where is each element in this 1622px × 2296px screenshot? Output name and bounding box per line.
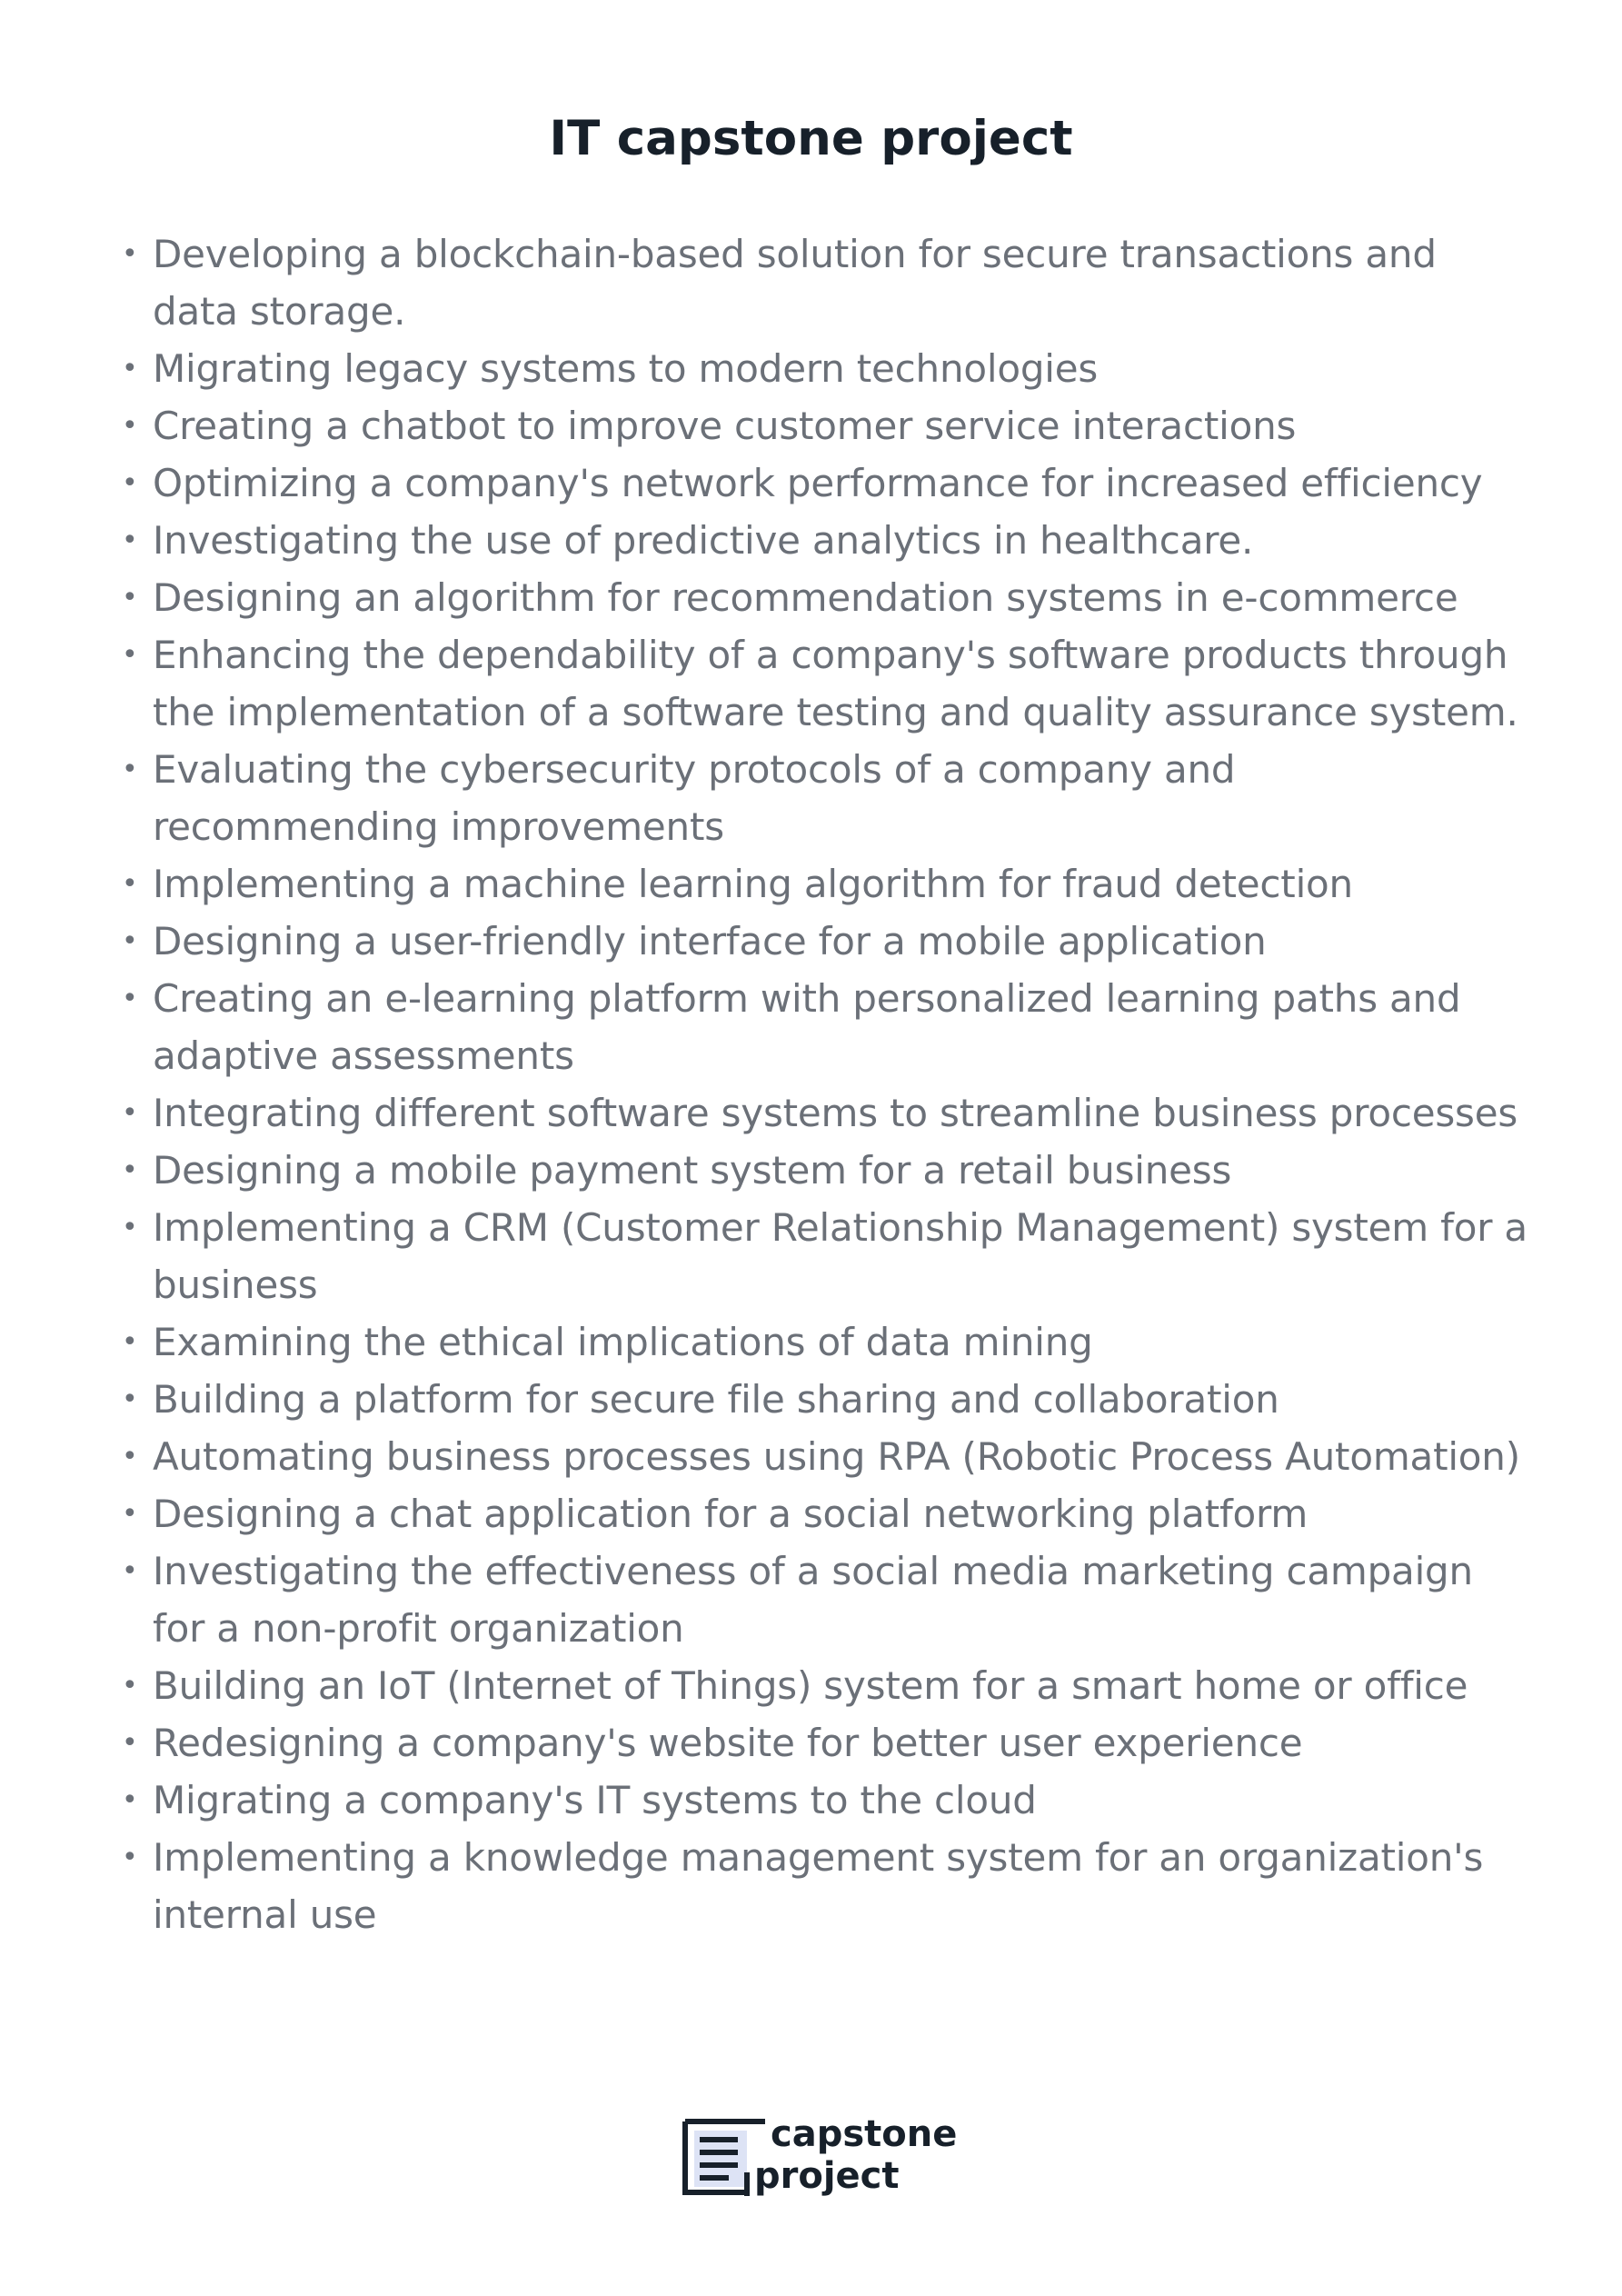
list-item [114,454,1532,512]
list-item-text: Enhancing the dependability of a company's software products through the implementation of a software testing and quality assurance system. [153,633,1518,734]
list-item-text: Implementing a machine learning algorithm for fraud detection [153,862,1353,906]
bullet-marker: • [122,467,138,499]
list-item-text: Developing a blockchain-based solution for secure transactions and data storage. [153,232,1437,334]
list-item [114,1772,1532,1829]
list-item [114,1199,1532,1313]
list-item-text: Integrating different software systems to streamline business processes [153,1091,1518,1135]
list-item [114,1485,1532,1542]
list-item-text: Automating business processes using RPA (Robotic Process Automation) [153,1434,1520,1479]
bullet-marker: • [122,639,138,671]
list-item-text: Investigating the use of predictive analytics in healthcare. [153,518,1254,563]
list-item-text: Implementing a CRM (Customer Relationship Management) system for a business [153,1205,1527,1307]
list-item [114,340,1532,397]
bullet-marker: • [122,1154,138,1186]
list-item [114,1714,1532,1772]
list-item [114,970,1532,1084]
bullet-marker: • [122,1784,138,1816]
bullet-marker: • [122,582,138,614]
list-item-text: Investigating the effectiveness of a social media marketing campaign for a non-profit organization [153,1549,1473,1651]
bullet-marker: • [122,410,138,442]
page-title: IT capstone project [549,111,1073,166]
logo-text-project: project [754,2155,900,2197]
list-item [114,1142,1532,1199]
list-item [114,225,1532,340]
bullet-marker: • [122,1383,138,1415]
list-item-text: Creating an e-learning platform with personalized learning paths and adaptive assessments [153,976,1461,1078]
topic-list [114,225,1532,1943]
list-item [114,855,1532,913]
bullet-marker: • [122,1727,138,1759]
list-item-text: Designing a chat application for a social networking platform [153,1492,1309,1536]
list-item [114,1657,1532,1714]
list-item [114,1829,1532,1943]
list-item [114,1084,1532,1142]
bullet-marker: • [122,1670,138,1702]
list-item [114,1313,1532,1371]
bullet-marker: • [122,925,138,957]
list-item-text: Optimizing a company's network performance for increased efficiency [153,461,1483,505]
bullet-marker: • [122,1498,138,1530]
bullet-marker: • [122,868,138,900]
list-item-text: Building an IoT (Internet of Things) system for a smart home or office [153,1663,1468,1708]
list-item [114,569,1532,626]
list-item-text: Redesigning a company's website for better user experience [153,1721,1303,1765]
list-item [114,397,1532,454]
list-item-text: Designing an algorithm for recommendation systems in e-commerce [153,575,1458,620]
logo-text-capstone: capstone [771,2113,958,2155]
bullet-marker: • [122,1441,138,1472]
bullet-marker: • [122,1326,138,1358]
list-item [114,512,1532,569]
list-item-text: Designing a user-friendly interface for a mobile application [153,919,1267,963]
list-item [114,1428,1532,1485]
list-item [114,913,1532,970]
capstone-project-logo [682,2109,958,2200]
bullet-marker: • [122,983,138,1014]
list-item-text: Migrating a company's IT systems to the cloud [153,1778,1037,1822]
bullet-marker: • [122,238,138,270]
list-item-text: Implementing a knowledge management system for an organization's internal use [153,1835,1484,1937]
bullet-marker: • [122,1555,138,1587]
bullet-marker: • [122,1842,138,1873]
bullet-marker: • [122,754,138,785]
list-item-text: Building a platform for secure file sharing and collaboration [153,1377,1279,1422]
list-item [114,626,1532,741]
bullet-marker: • [122,353,138,384]
list-item [114,741,1532,855]
list-item-text: Examining the ethical implications of data mining [153,1320,1093,1364]
bullet-marker: • [122,1212,138,1243]
list-item-text: Creating a chatbot to improve customer service interactions [153,404,1297,448]
list-item-text: Evaluating the cybersecurity protocols of a company and recommending improvements [153,747,1236,849]
list-item [114,1542,1532,1657]
list-item [114,1371,1532,1428]
bullet-marker: • [122,1097,138,1129]
bullet-marker: • [122,524,138,556]
list-item-text: Migrating legacy systems to modern technologies [153,346,1099,391]
list-item-text: Designing a mobile payment system for a retail business [153,1148,1232,1193]
